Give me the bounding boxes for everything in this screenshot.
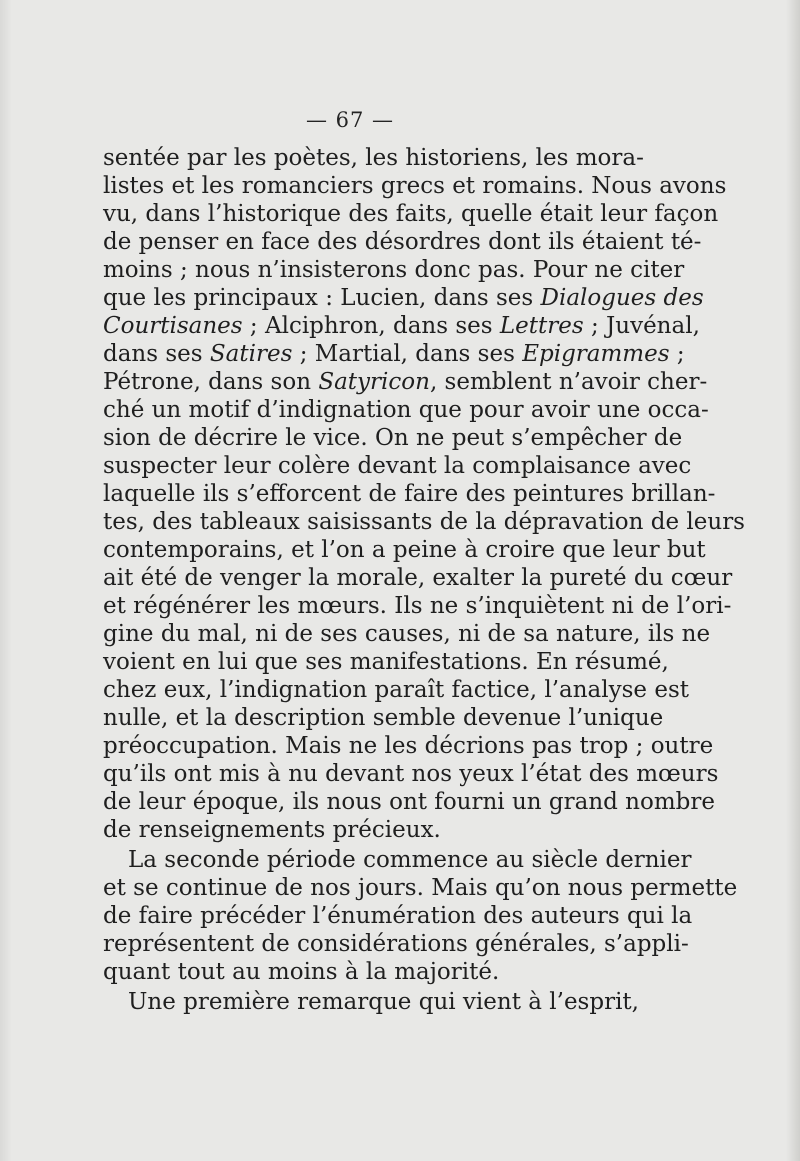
text-run: Pétrone, dans son xyxy=(103,369,319,395)
text-line-with-italic xyxy=(103,340,685,368)
italic-title: Satyricon xyxy=(318,369,430,395)
text-run: ; Alciphron, dans ses xyxy=(242,313,500,339)
text-run: que les principaux : Lucien, dans ses xyxy=(103,285,541,311)
page-number: — 67 — xyxy=(305,108,395,132)
italic-title: Courtisanes xyxy=(103,313,243,339)
text-line: sion de décrire le vice. On ne peut s’empêcher de xyxy=(103,425,683,451)
text-line-with-italic xyxy=(103,312,700,340)
text-line: chez eux, l’indignation paraît factice, l’analyse est xyxy=(103,677,689,703)
paragraph-first-line: La seconde période commence au siècle dernier xyxy=(128,847,692,873)
text-line: et se continue de nos jours. Mais qu’on nous permette xyxy=(103,875,738,901)
text-run: dans ses xyxy=(103,341,210,367)
paragraph-end-line: quant tout au moins à la majorité. xyxy=(103,959,500,985)
text-line: tes, des tableaux saisissants de la dépravation de leurs xyxy=(103,509,745,535)
text-line: laquelle ils s’efforcent de faire des peintures brillan- xyxy=(103,481,716,507)
italic-title: Epigrammes xyxy=(522,341,670,367)
text-line: préoccupation. Mais ne les décrions pas trop ; outre xyxy=(103,733,714,759)
text-line: vu, dans l’historique des faits, quelle était leur façon xyxy=(103,201,719,227)
text-line-with-italic xyxy=(103,368,708,396)
text-line-with-italic xyxy=(103,284,704,312)
text-line: voient en lui que ses manifestations. En résumé, xyxy=(103,649,669,675)
text-line: de leur époque, ils nous ont fourni un grand nombre xyxy=(103,789,715,815)
text-line: nulle, et la description semble devenue l’unique xyxy=(103,705,664,731)
text-line: listes et les romanciers grecs et romains. Nous avons xyxy=(103,173,727,199)
text-line: et régénérer les mœurs. Ils ne s’inquiètent ni de l’ori- xyxy=(103,593,732,619)
italic-title: Dialogues des xyxy=(540,285,704,311)
text-run: ; Juvénal, xyxy=(583,313,700,339)
text-line: représentent de considérations générales, s’appli- xyxy=(103,931,689,957)
text-line: ait été de venger la morale, exalter la pureté du cœur xyxy=(103,565,733,591)
text-line: gine du mal, ni de ses causes, ni de sa nature, ils ne xyxy=(103,621,711,647)
text-line: contemporains, et l’on a peine à croire que leur but xyxy=(103,537,706,563)
text-line: qu’ils ont mis à nu devant nos yeux l’état des mœurs xyxy=(103,761,719,787)
text-run: ; Martial, dans ses xyxy=(292,341,523,367)
text-run: ; xyxy=(669,341,685,367)
page-edge-left xyxy=(0,0,12,1161)
text-line: de penser en face des désordres dont ils étaient té- xyxy=(103,229,702,255)
paragraph-first-line: Une première remarque qui vient à l’esprit, xyxy=(128,989,639,1015)
page-edge-right xyxy=(786,0,800,1161)
italic-title: Satires xyxy=(209,341,293,367)
text-line: moins ; nous n’insisterons donc pas. Pour ne citer xyxy=(103,257,685,283)
paragraph-end-line: de renseignements précieux. xyxy=(103,817,441,843)
text-line: ché un motif d’indignation que pour avoir une occa- xyxy=(103,397,709,423)
italic-title: Lettres xyxy=(499,313,584,339)
text-line: suspecter leur colère devant la complaisance avec xyxy=(103,453,692,479)
text-run: , semblent n’avoir cher- xyxy=(429,369,708,395)
text-line: sentée par les poètes, les historiens, les mora- xyxy=(103,145,644,171)
text-line: de faire précéder l’énumération des auteurs qui la xyxy=(103,903,693,929)
